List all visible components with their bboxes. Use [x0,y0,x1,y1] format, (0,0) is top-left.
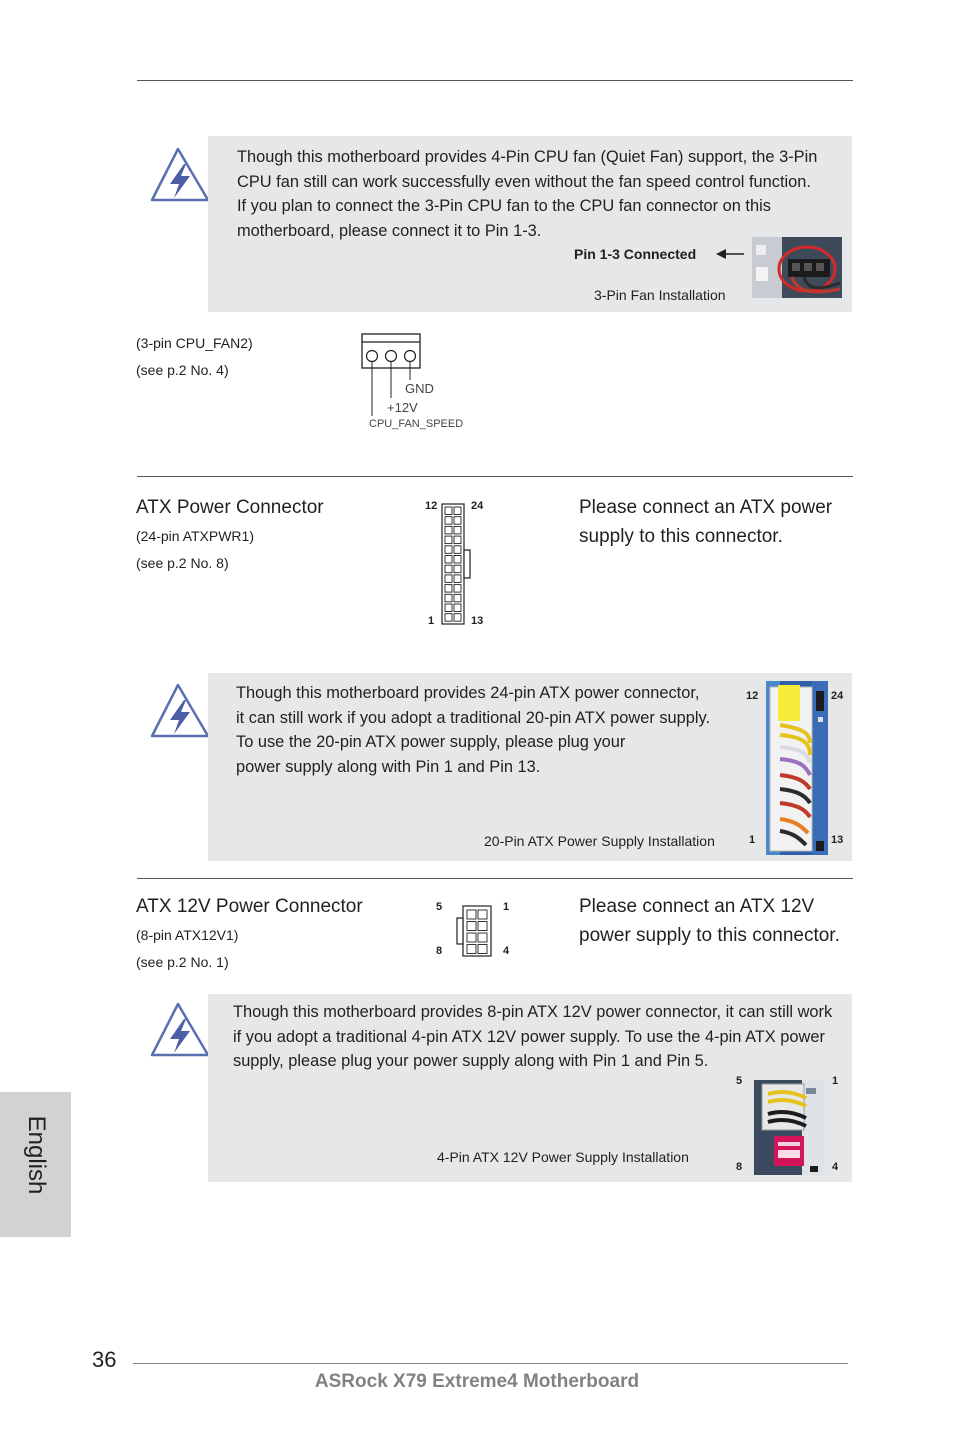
pin-label: 8 [736,1161,743,1173]
pin-label: 5 [736,1075,743,1087]
language-tab-label: English [23,1115,50,1195]
note-line: If you plan to connect the 3-Pin CPU fan to the CPU fan connector on this [237,197,771,215]
pin-label: 1 [832,1075,839,1087]
pin-label: 13 [471,615,484,627]
cpu-fan-ref: (see p.2 No. 4) [136,362,229,378]
note-line: power supply along with Pin 1 and Pin 13. [236,757,541,776]
pin-label: 1 [749,834,756,846]
note-line: Though this motherboard provides 4-Pin CPU fan (Quiet Fan) support, the 3-Pin [237,148,818,166]
warning-icon [148,682,212,742]
atx-power-title: ATX Power Connector [136,497,324,518]
footer-title: ASRock X79 Extreme4 Motherboard [314,1371,640,1392]
atx12v-ref: (see p.2 No. 1) [136,954,229,970]
atx12v-label: (8-pin ATX12V1) [136,927,239,943]
fan-connector-photo [752,237,842,298]
note-line: Though this motherboard provides 24-pin ATX power connector, [236,684,700,702]
top-rule [137,80,853,81]
desc-line: power supply to this connector. [579,925,840,946]
desc-line: Please connect an ATX power [579,497,833,518]
cpu-fan-label: (3-pin CPU_FAN2) [136,335,253,351]
pin-label: 1 [503,901,510,913]
pin-label: 24 [831,690,844,702]
section-rule [137,878,853,879]
desc-line: supply to this connector. [579,526,783,547]
pin-label: 13 [831,834,844,846]
atx-install-caption: 20-Pin ATX Power Supply Installation [484,833,715,849]
atx-24pin-diagram [440,502,474,626]
desc-line: Please connect an ATX 12V [579,896,815,917]
pin-label: 4 [503,945,510,957]
pin-label: 8 [436,945,443,957]
note-atx12v-text [233,1000,851,1074]
connector-latch [464,550,470,578]
v12-label: +12V [387,400,418,415]
note-line: To use the 20-pin ATX power supply, please plug your [236,733,626,751]
atx12v-4pin-photo [754,1080,824,1175]
atx-power-ref: (see p.2 No. 8) [136,555,229,571]
gnd-label: GND [405,381,434,396]
atx12v-install-caption: 4-Pin ATX 12V Power Supply Installation [437,1149,689,1165]
note-line: if you adopt a traditional 4-pin ATX 12V power supply. To use the 4-pin ATX power [233,1027,825,1046]
warning-icon [148,1001,212,1061]
warning-icon [148,146,212,206]
atx12v-8pin-diagram [455,904,495,958]
pin-label: 5 [436,901,443,913]
pin-label: 12 [746,690,759,702]
atx12v-desc [579,892,840,950]
fan-speed-label: CPU_FAN_SPEED [369,418,464,430]
atx-power-desc [579,493,832,551]
note-cpu-fan-text [237,145,847,243]
note-line: Though this motherboard provides 8-pin ATX 12V power connector, it can still work [233,1003,833,1021]
footer-rule [133,1363,848,1364]
note-line: CPU fan still can work successfully even without the fan speed control function. [237,172,811,191]
atx-24pin-photo [766,681,828,855]
pin-connected-label: Pin 1-3 Connected [574,246,697,262]
pin-label: 12 [425,500,438,512]
pin-label: 1 [428,615,435,627]
pin-label: 4 [832,1161,839,1173]
note-line: supply, please plug your power supply along with Pin 1 and Pin 5. [233,1052,709,1070]
connector-latch [457,918,463,944]
atx-power-label: (24-pin ATXPWR1) [136,528,254,544]
arrow-left-icon [716,247,746,261]
fan-install-caption: 3-Pin Fan Installation [594,287,726,303]
note-atx-power-text [236,681,736,779]
page-number: 36 [92,1347,117,1372]
atx12v-title: ATX 12V Power Connector [136,896,363,917]
section-rule [137,476,853,477]
note-line: it can still work if you adopt a traditional 20-pin ATX power supply. [236,708,711,727]
note-line: motherboard, please connect it to Pin 1-3. [237,221,542,240]
pin-label: 24 [471,500,484,512]
